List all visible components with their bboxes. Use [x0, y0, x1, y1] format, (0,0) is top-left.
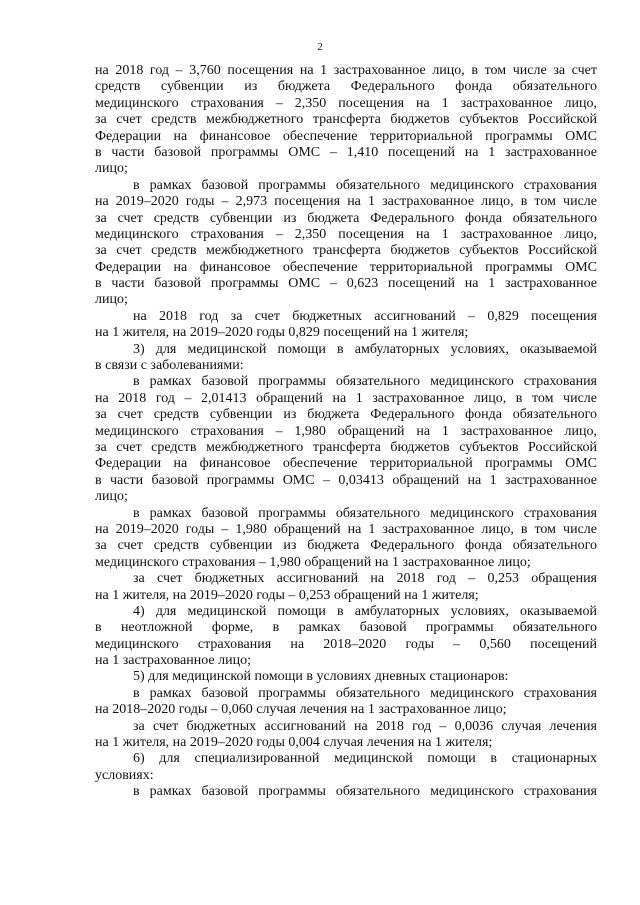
- text-line: на 2019–2020 годы – 1,980 обращений на 1 застрахованное лицо, в том числе: [95, 521, 597, 537]
- text-line: лицо;: [95, 489, 128, 505]
- text-line: в части базовой программы ОМС – 0,03413 обращений на 1 застрахованное: [95, 472, 597, 488]
- text-line: в связи с заболеваниями:: [95, 358, 244, 374]
- text-line: 4) для медицинской помощи в амбулаторных условиях, оказываемой: [133, 603, 597, 619]
- text-line: за счет средств межбюджетного трансферта бюджетов субъектов Российской: [95, 112, 597, 128]
- text-line: Федерации на финансовое обеспечение территориальной программы ОМС: [95, 456, 597, 472]
- page-number: 2: [317, 41, 323, 53]
- text-line: 3) для медицинской помощи в амбулаторных условиях, оказываемой: [133, 341, 597, 357]
- text-line: медицинского страхования – 1,980 обращений на 1 застрахованное лицо,: [95, 423, 597, 439]
- text-line: условиях:: [95, 767, 154, 783]
- text-line: на 2019–2020 годы – 2,973 посещения на 1 застрахованное лицо, в том числе: [95, 194, 597, 210]
- text-line: медицинского страхования – 2,350 посещения на 1 застрахованное лицо,: [95, 226, 597, 242]
- text-line: на 2018 год – 2,01413 обращений на 1 застрахованное лицо, в том числе: [95, 390, 597, 406]
- text-line: на 1 жителя, на 2019–2020 годы – 0,253 обращений на 1 жителя;: [95, 587, 479, 603]
- text-line: за счет средств субвенции из бюджета Федерального фонда обязательного: [95, 210, 597, 226]
- text-line: за счет средств межбюджетного трансферта бюджетов субъектов Российской: [95, 243, 597, 259]
- text-line: на 2018 год за счет бюджетных ассигнований – 0,829 посещения: [133, 308, 597, 324]
- text-line: в рамках базовой программы обязательного медицинского страхования: [133, 177, 597, 193]
- text-line: на 1 жителя, на 2019–2020 годы 0,829 посещений на 1 жителя;: [95, 325, 469, 341]
- text-line: за счет бюджетных ассигнований на 2018 год – 0,253 обращения: [133, 571, 597, 587]
- text-line: в неотложной форме, в рамках базовой программы обязательного: [95, 620, 597, 636]
- text-line: Федерации на финансовое обеспечение территориальной программы ОМС: [95, 128, 597, 144]
- text-line: медицинского страхования – 2,350 посещения на 1 застрахованное лицо,: [95, 95, 597, 111]
- text-line: медицинского страхования на 2018–2020 годы – 0,560 посещений: [95, 636, 597, 652]
- text-line: средств субвенции из бюджета Федерального фонда обязательного: [95, 79, 597, 95]
- text-line: на 1 жителя, на 2019–2020 годы 0,004 случая лечения на 1 жителя;: [95, 735, 493, 751]
- text-line: лицо;: [95, 292, 128, 308]
- text-line: в рамках базовой программы обязательного медицинского страхования: [133, 374, 597, 390]
- text-line: за счет средств межбюджетного трансферта бюджетов субъектов Российской: [95, 439, 597, 455]
- text-line: за счет бюджетных ассигнований на 2018 год – 0,0036 случая лечения: [133, 718, 597, 734]
- text-line: в рамках базовой программы обязательного медицинского страхования: [133, 784, 597, 800]
- text-line: 5) для медицинской помощи в условиях дневных стационаров:: [133, 669, 509, 685]
- text-line: на 2018–2020 годы – 0,060 случая лечения на 1 застрахованное лицо;: [95, 702, 507, 718]
- text-line: на 2018 год – 3,760 посещения на 1 застрахованное лицо, в том числе за счет: [95, 63, 597, 78]
- text-line: 6) для специализированной медицинской помощи в стационарных: [133, 751, 597, 767]
- text-line: за счет средств субвенции из бюджета Федерального фонда обязательного: [95, 538, 597, 554]
- text-line: за счет средств субвенции из бюджета Федерального фонда обязательного: [95, 407, 597, 423]
- text-line: лицо;: [95, 161, 128, 177]
- text-line: на 1 застрахованное лицо;: [95, 653, 252, 669]
- text-line: медицинского страхования – 1,980 обращений на 1 застрахованное лицо;: [95, 554, 531, 570]
- text-line: в части базовой программы ОМС – 1,410 посещений на 1 застрахованное: [95, 144, 597, 160]
- text-line: Федерации на финансовое обеспечение территориальной программы ОМС: [95, 259, 597, 275]
- document-body: [95, 63, 597, 801]
- text-line: в части базовой программы ОМС – 0,623 посещений на 1 застрахованное: [95, 276, 597, 292]
- text-line: в рамках базовой программы обязательного медицинского страхования: [133, 505, 597, 521]
- text-line: в рамках базовой программы обязательного медицинского страхования: [133, 685, 597, 701]
